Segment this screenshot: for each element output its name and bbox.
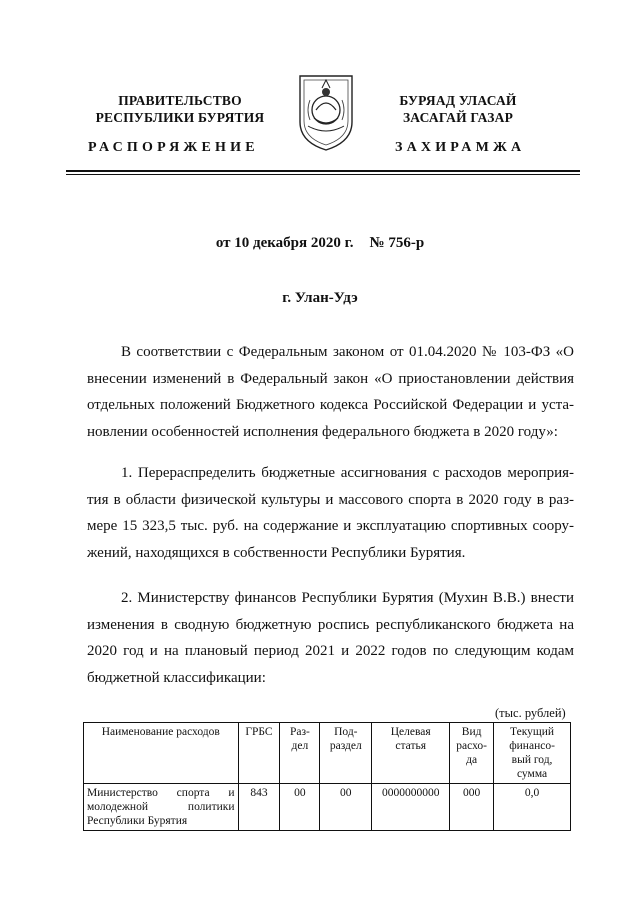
text-line: внесении изменений в Федеральный закон «О приостановлении действия xyxy=(87,370,574,387)
text-line: В соответствии с Федеральным законом от 01.04.2020 № 103-ФЗ «О xyxy=(121,344,574,360)
header-podrazdel: Под- раздел xyxy=(320,723,372,784)
clause-1-paragraph xyxy=(87,460,574,566)
text-line: бюджетной классификации: xyxy=(87,669,266,686)
header-right-line2: ЗАСАГАЙ ГАЗАР xyxy=(402,110,514,125)
header-name: Наименование расходов xyxy=(84,723,239,784)
cell-razdel: 00 xyxy=(280,784,320,831)
text-line: жений, находящихся в собственности Республики Бурятия. xyxy=(87,544,466,561)
text-line: тия в области физической культуры и массового спорта в 2020 году в раз- xyxy=(87,491,574,508)
cell-grbs: 843 xyxy=(238,784,280,831)
budget-classification-table xyxy=(83,722,571,831)
header-target-article: Целевая статья xyxy=(372,723,450,784)
text-line: мере 15 323,5 тыс. руб. на содержание и эксплуатацию спортивных соору- xyxy=(87,518,574,534)
document-dateline xyxy=(0,235,640,252)
document-number: № 756-р xyxy=(369,235,425,251)
header-expense-type: Вид расхо- да xyxy=(450,723,494,784)
doc-type-right: ЗАХИРАМЖА xyxy=(395,140,526,155)
header-left-line1: ПРАВИТЕЛЬСТВО xyxy=(118,93,242,108)
document-city: г. Улан-Удэ xyxy=(282,290,358,306)
table-row xyxy=(84,784,571,831)
header-razdel: Раз- дел xyxy=(280,723,320,784)
text-line: 2. Министерству финансов Республики Бурятия (Мухин В.В.) внести xyxy=(121,590,574,606)
header-right-line1: БУРЯАД УЛАСАЙ xyxy=(399,93,517,108)
text-line: 2020 год и на плановый период 2021 и 2022 годов по следующим кодам xyxy=(87,643,574,659)
cell-target-article: 0000000000 xyxy=(372,784,450,831)
cell-podrazdel: 00 xyxy=(320,784,372,831)
header-right-title xyxy=(338,92,578,126)
header-left-title xyxy=(60,92,300,126)
table-units: (тыс. рублей) xyxy=(495,706,566,720)
table-header-row xyxy=(84,723,571,784)
header-left-line2: РЕСПУБЛИКИ БУРЯТИЯ xyxy=(95,110,265,125)
doc-type-left: РАСПОРЯЖЕНИЕ xyxy=(88,140,259,155)
preamble-paragraph xyxy=(87,339,574,445)
cell-name: Министерство спорта и молодежной политики Республики Бурятия xyxy=(84,784,239,831)
text-line: 1. Перераспределить бюджетные ассигнования с расходов мероприя- xyxy=(121,465,574,481)
header-divider-thick xyxy=(66,170,580,172)
cell-sum: 0,0 xyxy=(494,784,571,831)
header-grbs: ГРБС xyxy=(238,723,280,784)
cell-expense-type: 000 xyxy=(450,784,494,831)
header-current-year-sum: Текущий финансо- вый год, сумма xyxy=(494,723,571,784)
document-date: от 10 декабря 2020 г. xyxy=(215,235,354,251)
text-line: изменения в сводную бюджетную роспись республиканского бюджета на xyxy=(87,616,574,633)
clause-2-paragraph xyxy=(87,585,574,691)
header-divider-thin xyxy=(66,174,580,175)
text-line: отдельных положений Бюджетного кодекса Российской Федерации и уста- xyxy=(87,397,574,413)
text-line: новлении особенностей исполнения федерального бюджета в 2020 году»: xyxy=(87,423,558,440)
